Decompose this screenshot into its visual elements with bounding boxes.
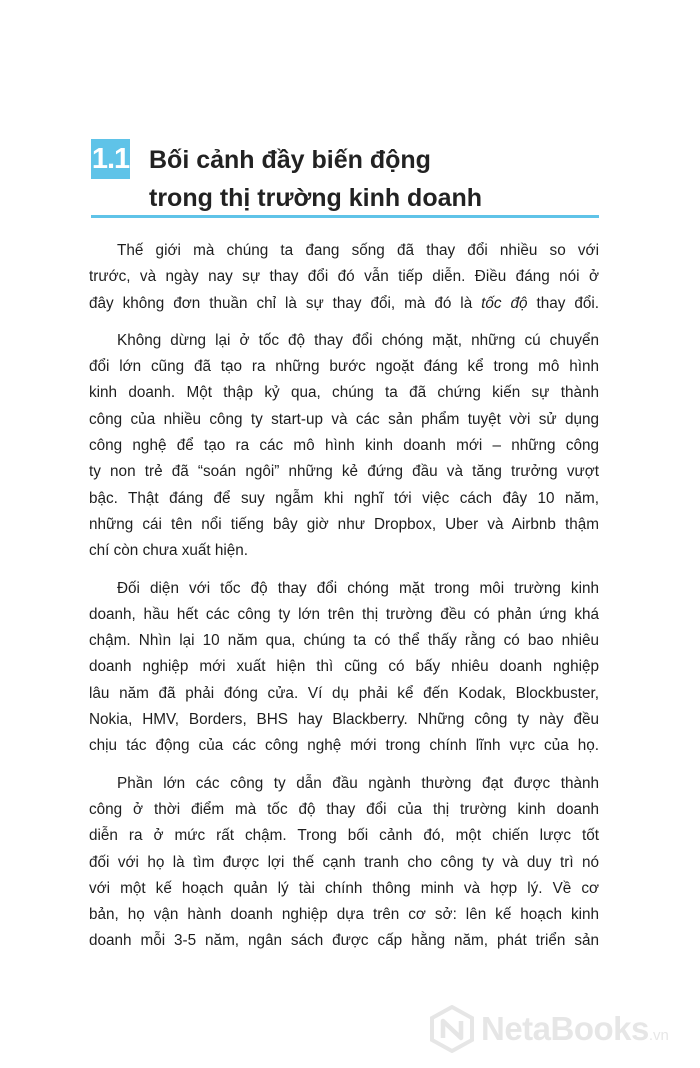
text-line: Không dừng lại ở tốc độ thay đổi chóng mặt, những cú chuyển [117, 331, 599, 349]
watermark-suffix: .vn [648, 1027, 669, 1044]
section-heading [91, 137, 599, 219]
text-line: đổi lớn cũng đã tạo ra những bước ngoặt đáng kể trong mô hình [89, 358, 599, 376]
text-line: doanh nghiệp mới xuất hiện thì cũng có bấy nhiêu doanh nghiệp [89, 658, 599, 676]
paragraph-1 [89, 238, 599, 317]
section-title [149, 141, 482, 217]
paragraph-4 [89, 771, 599, 955]
text-line: công nghệ để tạo ra các mô hình kinh doanh mới – những công [89, 437, 599, 455]
paragraph-3 [89, 576, 599, 760]
text-line: doanh mỗi 3-5 năm, ngân sách được cấp hằng năm, phát triển sản [89, 932, 599, 950]
watermark [428, 1003, 700, 1055]
text-line: ty non trẻ đã “soán ngôi” những kẻ đứng đầu và tăng trưởng vượt [89, 463, 599, 481]
text-run: thay đổi. [536, 294, 600, 312]
text-line: kinh doanh. Một thập kỷ qua, chúng ta đã chứng kiến sự thành [89, 384, 599, 402]
text-line: những cái tên nổi tiếng bây giờ như Dropbox, Uber và Airbnb thậm [89, 515, 599, 533]
text-line: Phần lớn các công ty dẫn đầu ngành thường đạt được thành [117, 774, 599, 792]
text-line: với một kế hoạch quản lý tài chính thông minh và hợp lý. Về cơ [89, 879, 599, 897]
text-line: bản, họ vận hành doanh nghiệp dựa trên cơ sở: lên kế hoạch kinh [89, 906, 599, 924]
text-run: đây không đơn thuần chỉ là sự thay đổi, mà đó là [89, 294, 473, 312]
emphasis-text: tốc độ [481, 294, 528, 312]
text-line: trước, và ngày nay sự thay đổi đó vẫn tiếp diễn. Điều đáng nói ở [89, 268, 599, 286]
text-line: Đối diện với tốc độ thay đổi chóng mặt trong môi trường kinh [117, 579, 599, 597]
text-line: lâu năm đã phải đóng cửa. Ví dụ phải kể đến Kodak, Blockbuster, [89, 684, 599, 702]
text-line: chí còn chưa xuất hiện. [89, 542, 249, 560]
watermark-text [481, 1010, 669, 1048]
text-line: công ở thời điểm mà tốc độ thay đổi của thị trường kinh doanh [89, 800, 599, 818]
text-line: doanh, hầu hết các công ty lớn trên thị trường đều có phản ứng khá [89, 605, 599, 623]
text-line: công của nhiều công ty start-up và các sản phẩm tuyệt vời sử dụng [89, 410, 599, 428]
body-text [89, 238, 599, 966]
text-line: Thế giới mà chúng ta đang sống đã thay đổi nhiều so với [117, 242, 599, 259]
text-line: đối với họ là tìm được lợi thế cạnh tranh cho công ty và duy trì nó [89, 853, 599, 871]
paragraph-2 [89, 328, 599, 565]
text-line: chịu tác động của các công nghệ mới trong chính lĩnh vực của họ. [89, 737, 599, 755]
text-line: bậc. Thật đáng để suy ngẫm khi nghĩ tới việc cách đây 10 năm, [89, 489, 599, 507]
title-underline-rule [91, 215, 599, 218]
section-number-badge: 1.1 [91, 139, 130, 179]
text-line: chậm. Nhìn lại 10 năm qua, chúng ta có thể thấy rằng có bao nhiêu [89, 632, 599, 650]
text-line: diễn ra ở mức rất chậm. Trong bối cảnh đó, một chiến lược tốt [89, 827, 599, 845]
section-title-line-1: Bối cảnh đầy biến động [149, 146, 431, 174]
text-line [89, 291, 599, 317]
watermark-brand: NetaBooks [481, 1010, 649, 1047]
text-line: Nokia, HMV, Borders, BHS hay Blackberry. Những công ty này đều [89, 711, 599, 729]
section-title-line-2: trong thị trường kinh doanh [149, 184, 483, 212]
netabooks-logo-icon [428, 1005, 476, 1053]
